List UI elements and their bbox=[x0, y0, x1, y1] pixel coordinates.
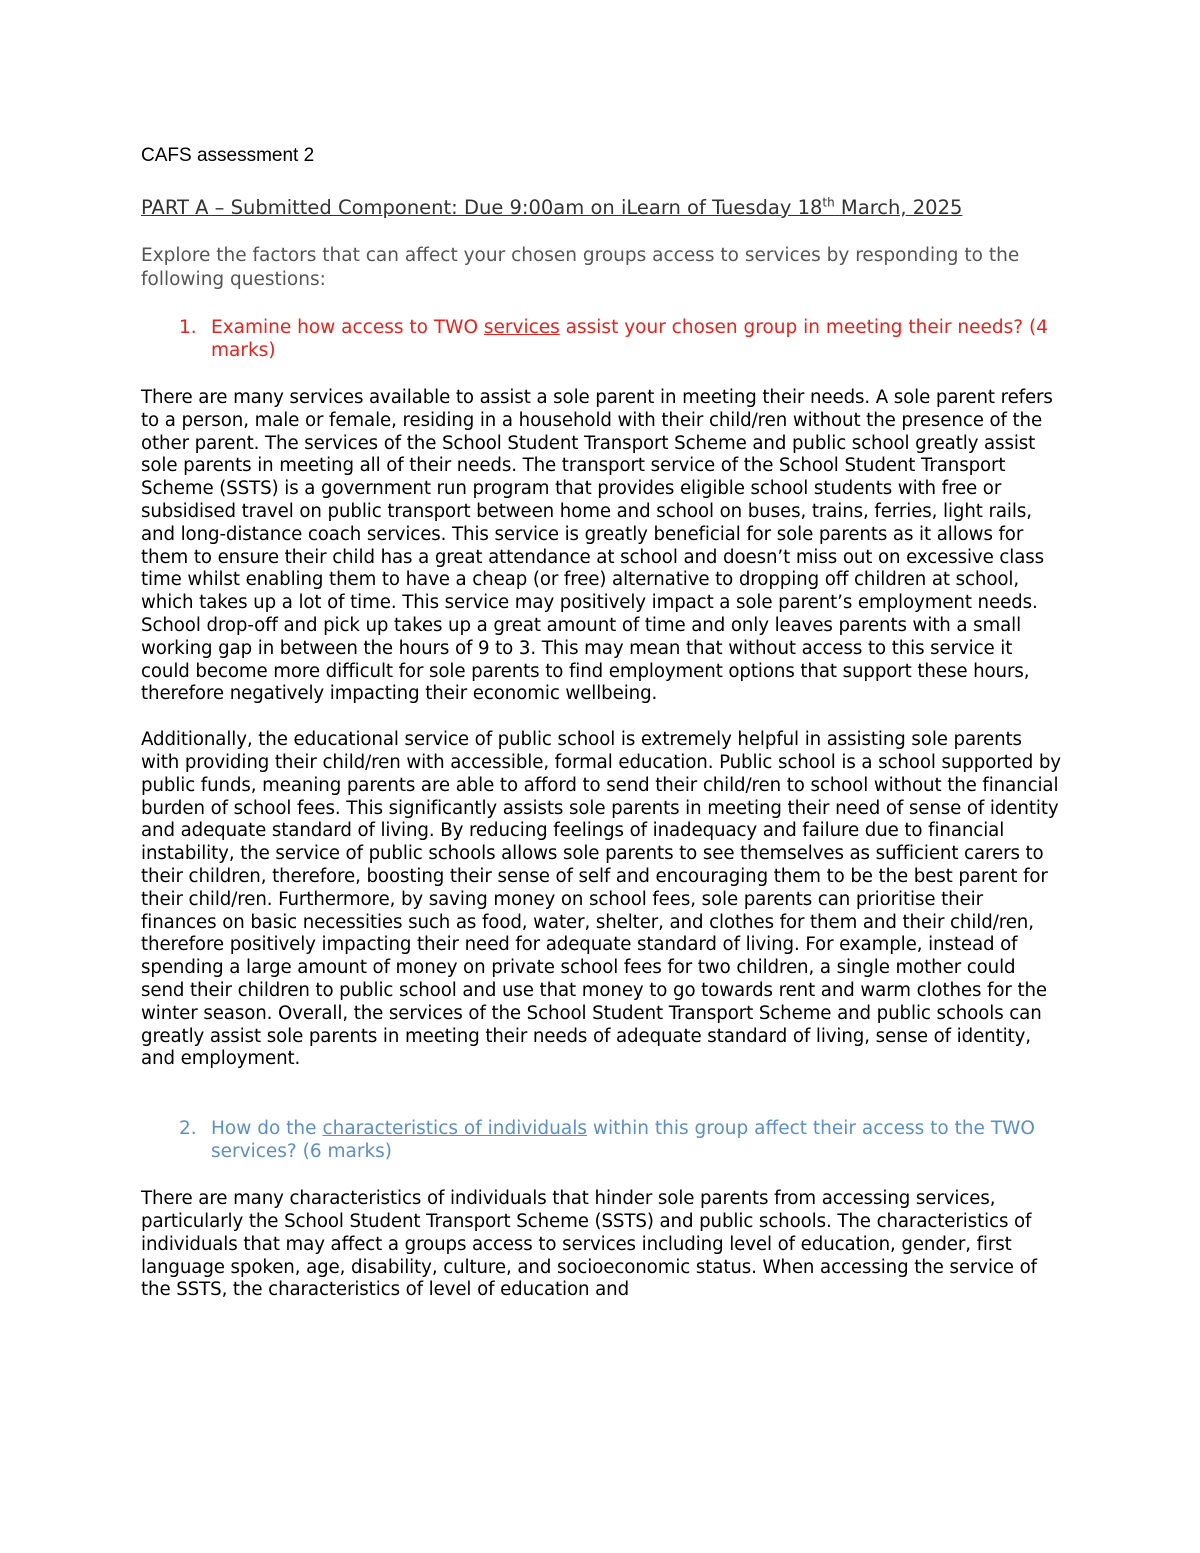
question-1 bbox=[141, 316, 1061, 362]
question-1-link-services[interactable]: services bbox=[483, 317, 560, 338]
question-1-text-before: Examine how access to TWO bbox=[211, 317, 484, 338]
document-title: CAFS assessment 2 bbox=[141, 145, 315, 166]
question-2-text-before: How do the bbox=[211, 1118, 323, 1140]
part-a-heading-main: PART A – Submitted Component: Due 9:00am on iLearn of Tuesday 18 bbox=[141, 196, 823, 219]
intro-paragraph: Explore the factors that can affect your chosen groups access to services by responding to the following questions: bbox=[141, 245, 1020, 290]
part-a-heading bbox=[141, 196, 1061, 220]
spacer bbox=[141, 1094, 1061, 1117]
part-a-heading-superscript: th bbox=[822, 195, 835, 210]
question-2-text-after: within this group affect their access to the TWO services? (6 marks) bbox=[211, 1118, 1035, 1163]
question-2 bbox=[141, 1117, 1061, 1163]
question-2-number: 2. bbox=[179, 1118, 197, 1140]
question-1-text-after: assist your chosen group in meeting their needs? (4 marks) bbox=[211, 317, 1048, 361]
answer-1-paragraph-2: Additionally, the educational service of public school is extremely helpful in assisting sole parents with providing their child/ren with accessible, formal education. Public school is a school supported by public funds, meaning parents are able to afford to send their child/ren to school without the financial burden of school fees. This significantly assists sole parents in meeting their need of sense of identity and adequate standard of living. By reducing feelings of inadequacy and failure due to financial instability, the service of public schools allows sole parents to see themselves as sufficient carers to their children, therefore, boosting their sense of self and encouraging them to be the best parent for their child/ren. Furthermore, by saving money on school fees, sole parents can prioritise their finances on basic necessities such as food, water, shelter, and clothes for them and their child/ren, therefore positively impacting their need for adequate standard of living. For example, instead of spending a large amount of money on private school fees for two children, a single mother could send their children to public school and use that money to go towards rent and warm clothes for the winter season. Overall, the services of the School Student Transport Scheme and public schools can greatly assist sole parents in meeting their needs of adequate standard of living, sense of identity, and employment. bbox=[141, 729, 1061, 1070]
question-2-link-characteristics[interactable]: characteristics of individuals bbox=[322, 1118, 588, 1140]
document-page bbox=[141, 144, 1061, 1325]
part-a-heading-rest: March, 2025 bbox=[834, 196, 963, 219]
question-1-number: 1. bbox=[179, 317, 197, 338]
answer-2-paragraph-1: There are many characteristics of individuals that hinder sole parents from accessing services, particularly the School Student Transport Scheme (SSTS) and public schools. The characteristics of individuals that may affect a groups access to services including level of education, gender, first language spoken, age, disability, culture, and socioeconomic status. When accessing the service of the SSTS, the characteristics of level of education and bbox=[141, 1188, 1037, 1301]
answer-1-paragraph-1: There are many services available to assist a sole parent in meeting their needs. A sole parent refers to a person, male or female, residing in a household with their child/ren without the presence of the other parent. The services of the School Student Transport Scheme and public school greatly assist sole parents in meeting all of their needs. The transport service of the School Student Transport Scheme (SSTS) is a government run program that provides eligible school students with free or subsidised travel on public transport between home and school on buses, trains, ferries, light rails, and long-distance coach services. This service is greatly beneficial for sole parents as it allows for them to ensure their child has a great attendance at school and doesn’t miss out on excessive class time whilst enabling them to have a cheap (or free) alternative to dropping off children at school, which takes up a lot of time. This service may positively impact a sole parent’s employment needs. School drop-off and pick up takes up a great amount of time and only leaves parents with a small working gap in between the hours of 9 to 3. This may mean that without access to this service it could become more difficult for sole parents to find employment options that support these hours, therefore negatively impacting their economic wellbeing. bbox=[141, 387, 1053, 705]
